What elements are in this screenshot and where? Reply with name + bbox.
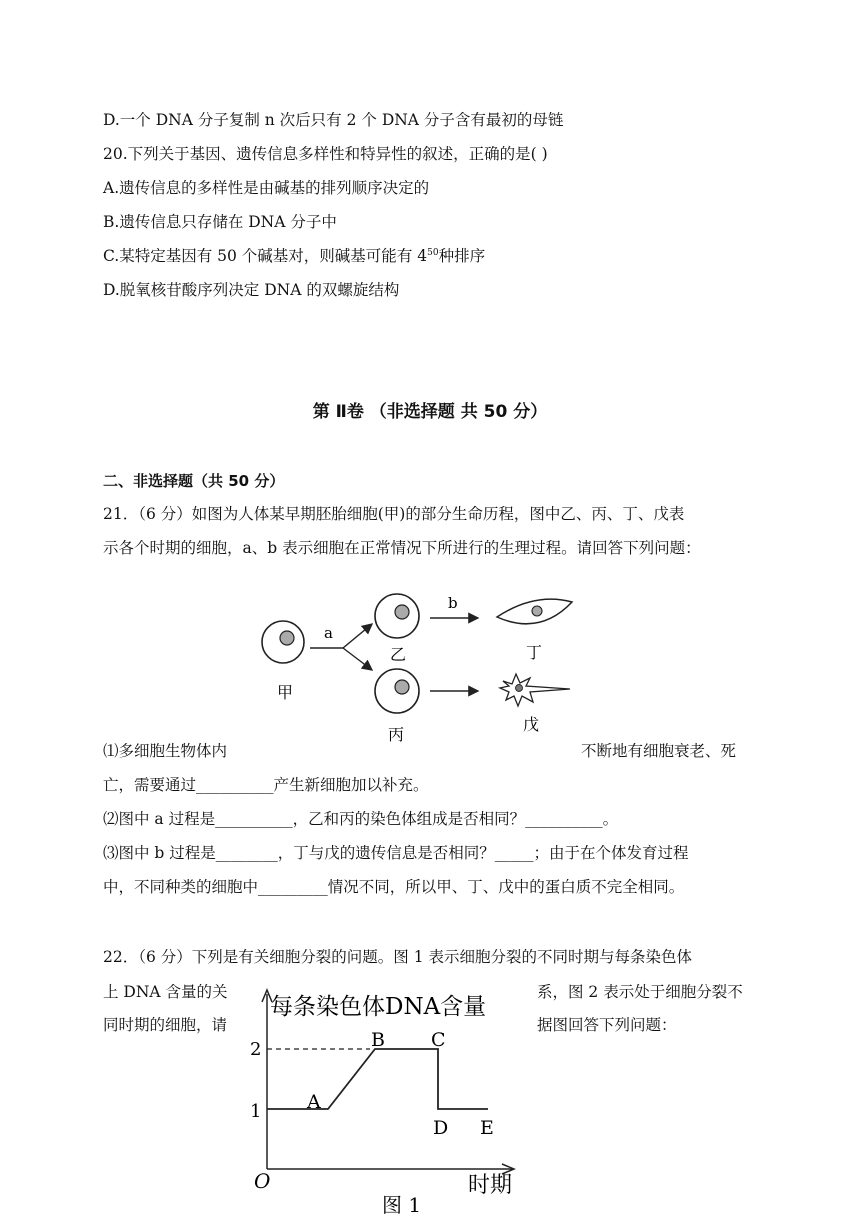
x-axis-label: 时期: [468, 1173, 513, 1198]
cell-ding: [497, 599, 572, 624]
q20-option-d: D.脱氧核苷酸序列决定 DNA 的双螺旋结构: [103, 281, 400, 299]
q20-option-c: [103, 246, 485, 266]
dna-content-line: [267, 1049, 488, 1109]
cell-jia: [262, 621, 304, 663]
q19-option-d: D.一个 DNA 分子复制 n 次后只有 2 个 DNA 分子含有最初的母链: [103, 111, 564, 129]
chart-ylabel: 每条染色体DNA含量: [270, 994, 487, 1020]
label-b: b: [448, 594, 458, 612]
q21-part3-line2: 中，不同种类的细胞中_________情况不同，所以甲、丁、戊中的蛋白质不完全相同。: [103, 878, 685, 896]
q21-part1-left: ⑴多细胞生物体内: [103, 742, 228, 760]
q22-line3-left: 同时期的细胞，请: [103, 1016, 228, 1034]
label-ding: 丁: [526, 643, 543, 662]
arrow-a-up: [343, 624, 372, 648]
cell-yi: [375, 594, 419, 638]
point-label-d: D: [433, 1117, 449, 1139]
point-label-c: C: [431, 1029, 446, 1051]
q22-line2-right: 系，图 2 表示处于细胞分裂不: [537, 983, 743, 1001]
q20-option-a: A.遗传信息的多样性是由碱基的排列顺序决定的: [103, 179, 430, 197]
q21-cell-diagram: [250, 584, 590, 744]
arrow-a-down: [343, 648, 372, 670]
tick-label-1: 1: [250, 1101, 262, 1122]
q22-figure1-chart: [240, 984, 530, 1216]
origin-label: O: [254, 1169, 271, 1193]
q21-part3-line1: ⑶图中 b 过程是________，丁与戊的遗传信息是否相同？_____；由于在个体发育过程: [103, 844, 689, 862]
tick-label-2: 2: [250, 1039, 262, 1060]
q22-line2-left: 上 DNA 含量的关: [103, 983, 228, 1001]
section-title: 第 Ⅱ卷 （非选择题 共 50 分）: [312, 402, 548, 422]
q20-option-c-exponent: 50: [427, 247, 439, 258]
q20-stem: 20.下列关于基因、遗传信息多样性和特异性的叙述，正确的是( ): [103, 145, 548, 163]
q22-line3-right: 据图回答下列问题：: [537, 1016, 677, 1034]
point-label-b: B: [371, 1029, 385, 1051]
q20-option-c-text: C.某特定基因有 50 个碱基对，则碱基可能有 4: [103, 247, 428, 265]
label-bing: 丙: [388, 725, 405, 744]
q21-part1-line2: 亡，需要通过__________产生新细胞加以补充。: [103, 776, 429, 794]
figure-caption: 图 1: [382, 1193, 422, 1216]
q20-option-b: B.遗传信息只存储在 DNA 分子中: [103, 213, 337, 231]
cell-bing: [375, 669, 419, 713]
label-jia: 甲: [277, 683, 294, 702]
q20-option-c-tail: 种排序: [438, 247, 486, 265]
cell-wu: [500, 674, 570, 706]
label-a: a: [324, 624, 333, 642]
q21-part2: ⑵图中 a 过程是__________，乙和丙的染色体组成是否相同？__________。: [103, 810, 619, 828]
label-yi: 乙: [390, 645, 407, 664]
point-label-e: E: [480, 1117, 494, 1139]
point-label-a: A: [307, 1091, 321, 1113]
q21-part1-right: 不断地有细胞衰老、死: [581, 742, 737, 760]
label-wu: 戊: [523, 715, 540, 734]
q22-line1: 22．（6 分）下列是有关细胞分裂的问题。图 1 表示细胞分裂的不同时期与每条染色体: [103, 948, 692, 966]
q21-line1: 21．（6 分）如图为人体某早期胚胎细胞(甲)的部分生命历程，图中乙、丙、丁、戊表: [103, 505, 685, 523]
section-heading: 二、非选择题（共 50 分）: [103, 472, 285, 490]
q21-line2: 示各个时期的细胞，a、b 表示细胞在正常情况下所进行的生理过程。请回答下列问题：: [103, 539, 701, 557]
